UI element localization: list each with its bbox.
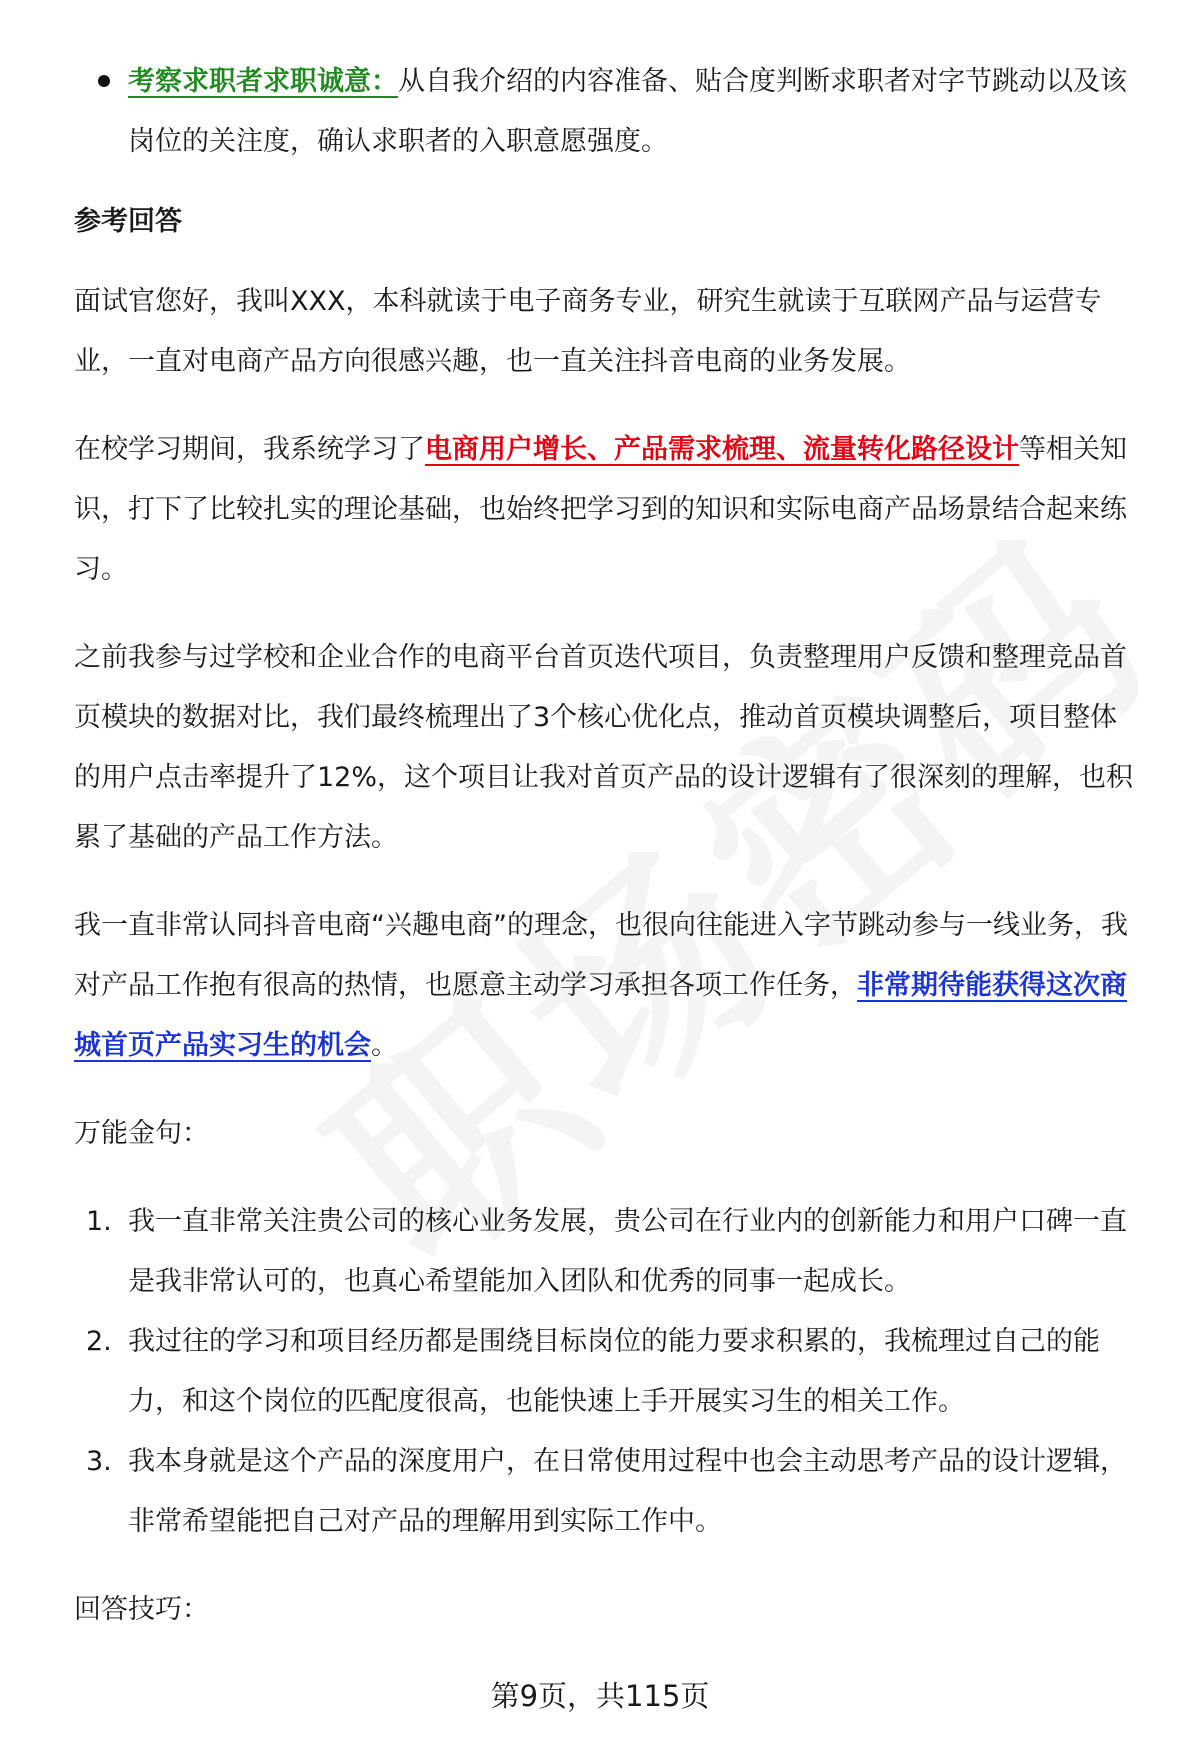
golden-sentences-list [74,1192,1144,1552]
list-item-number: 1. [86,1206,112,1237]
list-item-number: 2. [86,1326,112,1357]
paragraph-project: 之前我参与过学校和企业合作的电商平台首页迭代项目，负责整理用户反馈和整理竞品首页模块的数据对比，我们最终梳理出了3个核心优化点，推动首页模块调整后，项目整体的用户点击率提升了12%，这个项目让我对首页产品的设计逻辑有了很深刻的理解，也积累了基础的产品工作方法。 [74,642,1134,853]
paragraph-study-after: 等相关知识，打下了比较扎实的理论基础，也始终把学习到的知识和实际电商产品场景结合起来练习。 [74,434,1127,585]
list-item-number: 3. [86,1446,112,1477]
page-number-footer: 第9页，共115页 [490,1679,710,1713]
paragraph-intro: 面试官您好，我叫XXX，本科就读于电子商务专业，研究生就读于互联网产品与运营专业，一直对电商产品方向很感兴趣，也一直关注抖音电商的业务发展。 [74,286,1102,377]
list-item-text: 我本身就是这个产品的深度用户，在日常使用过程中也会主动思考产品的设计逻辑，非常希望能把自己对产品的理解用到实际工作中。 [128,1446,1127,1537]
bullet-label: 考察求职者求职诚意： [128,66,398,97]
list-item [74,1312,1144,1432]
bullet-dot-icon [98,75,110,87]
answer-tips-label: 回答技巧： [74,1594,209,1625]
paragraph-study-before: 在校学习期间，我系统学习了 [74,434,425,465]
bullet-text: 从自我介绍的内容准备、贴合度判断求职者对字节跳动以及该岗位的关注度，确认求职者的入职意愿强度。 [128,66,1127,157]
list-item [74,1192,1144,1312]
document-page [74,52,1144,1668]
paragraph-motivation-after: 。 [371,1030,398,1061]
list-item-text: 我一直非常关注贵公司的核心业务发展，贵公司在行业内的创新能力和用户口碑一直是我非常认可的，也真心希望能加入团队和优秀的同事一起成长。 [128,1206,1127,1297]
bullet-item [74,52,1144,172]
golden-sentences-label: 万能金句： [74,1118,209,1149]
paragraph-motivation [74,896,1144,1076]
list-item-text: 我过往的学习和项目经历都是围绕目标岗位的能力要求积累的，我梳理过自己的能力，和这个岗位的匹配度很高，也能快速上手开展实习生的相关工作。 [128,1326,1100,1417]
paragraph-motivation-before: 我一直非常认同抖音电商“兴趣电商”的理念，也很向往能进入字节跳动参与一线业务，我对产品工作抱有很高的热情，也愿意主动学习承担各项工作任务， [74,910,1128,1001]
paragraph-study [74,420,1144,600]
section-heading: 参考回答 [74,206,182,237]
list-item [74,1432,1144,1552]
paragraph-motivation-highlight: 非常期待能获得这次商城首页产品实习生的机会 [74,970,1127,1061]
paragraph-study-highlight: 电商用户增长、产品需求梳理、流量转化路径设计 [425,434,1019,465]
